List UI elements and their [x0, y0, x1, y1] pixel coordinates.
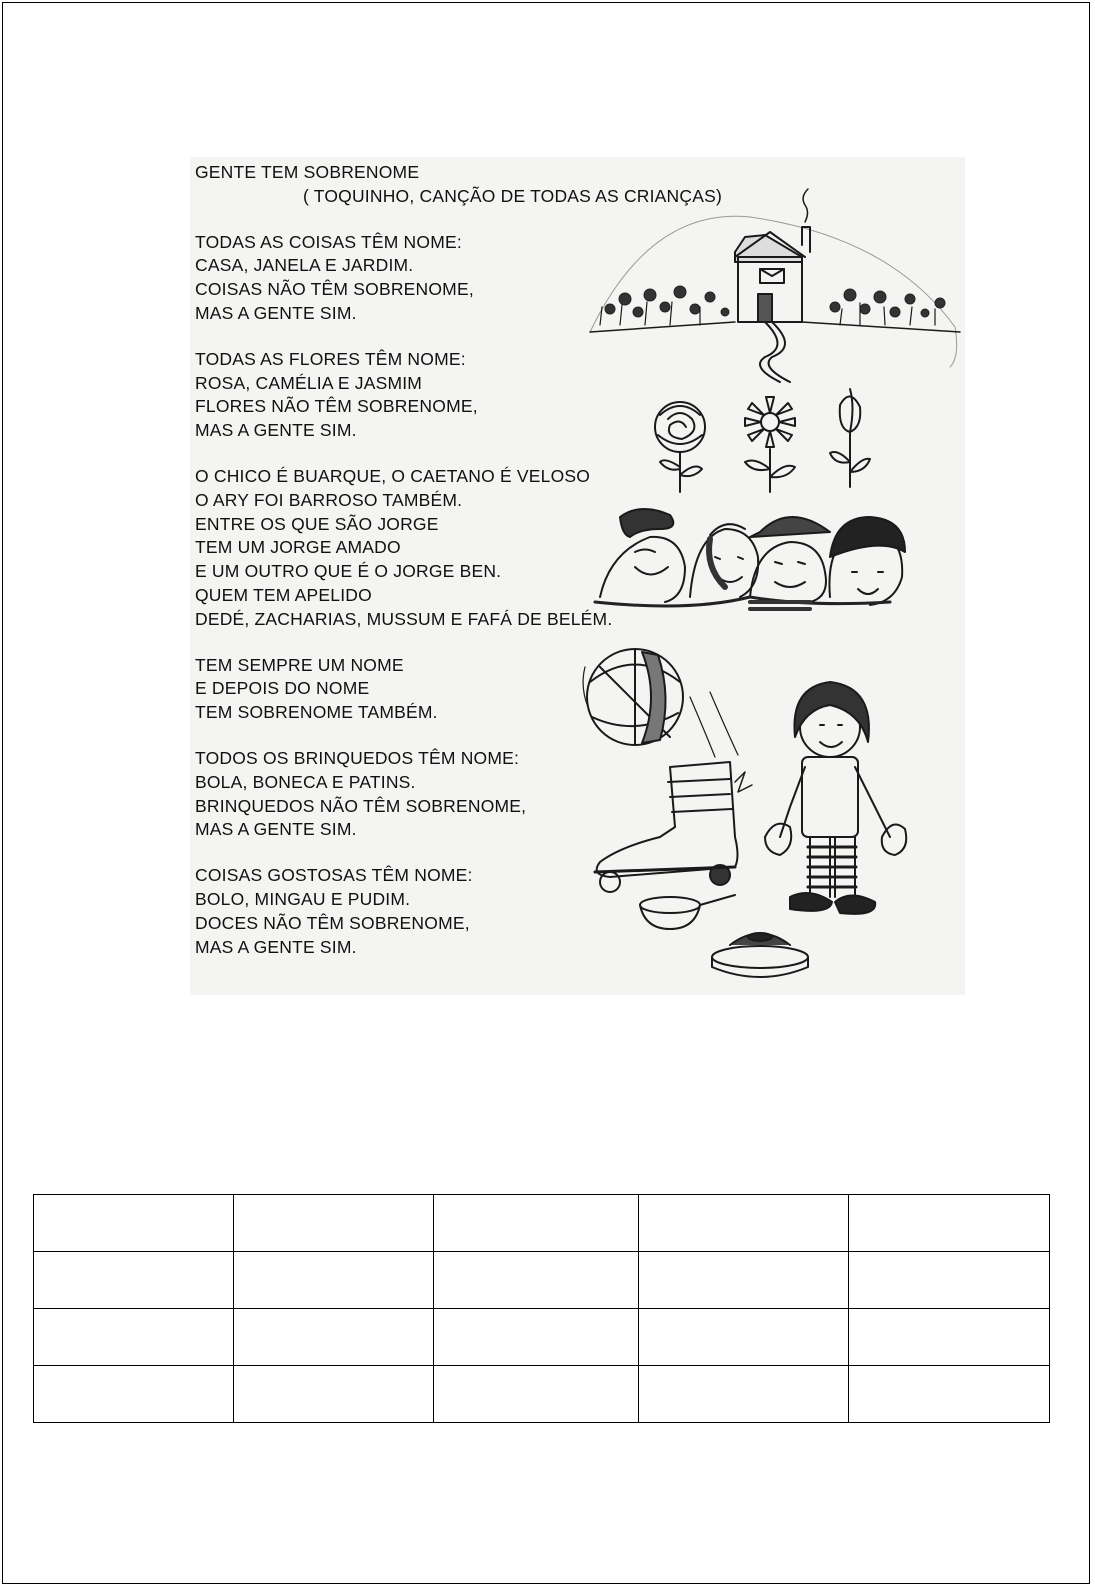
table-cell[interactable]: [234, 1195, 434, 1252]
table-cell[interactable]: [639, 1366, 849, 1423]
lyric-line: ROSA, CAMÉLIA E JASMIM: [195, 372, 423, 393]
song-title: GENTE TEM SOBRENOME: [195, 162, 420, 182]
lyric-line: QUEM TEM APELIDO: [195, 584, 372, 605]
bowl-icon: [640, 895, 735, 929]
roller-skate-icon: [595, 762, 738, 892]
lyric-line: O ARY FOI BARROSO TAMBÉM.: [195, 489, 463, 510]
table-cell[interactable]: [34, 1195, 234, 1252]
lyric-line: MAS A GENTE SIM.: [195, 302, 357, 323]
table-cell[interactable]: [234, 1366, 434, 1423]
table-cell[interactable]: [234, 1309, 434, 1366]
table-cell[interactable]: [434, 1252, 639, 1309]
table-row: [34, 1195, 1050, 1252]
lyric-line: TEM UM JORGE AMADO: [195, 537, 401, 558]
table-row: [34, 1309, 1050, 1366]
lyric-line: MAS A GENTE SIM.: [195, 936, 357, 957]
lyric-line: ENTRE OS QUE SÃO JORGE: [195, 513, 439, 534]
table-cell[interactable]: [434, 1195, 639, 1252]
lyric-line: MAS A GENTE SIM.: [195, 819, 357, 840]
pudding-icon: [712, 933, 808, 977]
table-cell[interactable]: [639, 1309, 849, 1366]
table-row: [34, 1366, 1050, 1423]
table-cell[interactable]: [434, 1309, 639, 1366]
lyric-line: E DEPOIS DO NOME: [195, 678, 370, 699]
table-cell[interactable]: [234, 1252, 434, 1309]
lyric-line: TEM SEMPRE UM NOME: [195, 654, 404, 675]
tulip-icon: [830, 389, 870, 487]
worksheet-table: [33, 1194, 1050, 1423]
lyric-line: TODOS OS BRINQUEDOS TÊM NOME:: [195, 747, 520, 768]
lyric-line: COISAS NÃO TÊM SOBRENOME,: [195, 279, 474, 300]
table-cell[interactable]: [34, 1309, 234, 1366]
lyric-line: TODAS AS COISAS TÊM NOME:: [195, 231, 462, 252]
lyric-line: DEDÉ, ZACHARIAS, MUSSUM E FAFÁ DE BELÉM.: [195, 608, 613, 629]
lyric-line: TEM SOBRENOME TAMBÉM.: [195, 702, 438, 723]
illustrations: [190, 157, 965, 995]
lyric-line: BRINQUEDOS NÃO TÊM SOBRENOME,: [195, 795, 527, 816]
lyric-line: TODAS AS FLORES TÊM NOME:: [195, 348, 466, 369]
lyric-line: MAS A GENTE SIM.: [195, 420, 357, 441]
table-cell[interactable]: [849, 1252, 1050, 1309]
table-cell[interactable]: [849, 1366, 1050, 1423]
lyric-line: CASA, JANELA E JARDIM.: [195, 255, 414, 276]
rose-icon: [655, 402, 705, 492]
lyric-line: FLORES NÃO TÊM SOBRENOME,: [195, 396, 478, 417]
table-row: [34, 1252, 1050, 1309]
table-cell[interactable]: [34, 1252, 234, 1309]
house-icon: [590, 189, 960, 382]
ball-icon: [583, 649, 752, 792]
lyric-line: BOLA, BONECA E PATINS.: [195, 771, 416, 792]
table-cell[interactable]: [849, 1309, 1050, 1366]
lyric-line: BOLO, MINGAU E PUDIM.: [195, 888, 411, 909]
table-cell[interactable]: [434, 1366, 639, 1423]
doll-icon: [765, 682, 906, 914]
lyric-line: DOCES NÃO TÊM SOBRENOME,: [195, 912, 470, 933]
lyric-line: E UM OUTRO QUE É O JORGE BEN.: [195, 561, 502, 582]
table-cell[interactable]: [639, 1195, 849, 1252]
lyric-line: COISAS GOSTOSAS TÊM NOME:: [195, 865, 473, 886]
flower-icon: [745, 397, 795, 492]
table-cell[interactable]: [849, 1195, 1050, 1252]
table-cell[interactable]: [34, 1366, 234, 1423]
people-icon: [595, 509, 905, 609]
song-subtitle: ( TOQUINHO, CANÇÃO DE TODAS AS CRIANÇAS): [303, 185, 723, 206]
song-image: [190, 157, 965, 995]
table-cell[interactable]: [639, 1252, 849, 1309]
lyric-line: O CHICO É BUARQUE, O CAETANO É VELOSO: [195, 465, 591, 486]
